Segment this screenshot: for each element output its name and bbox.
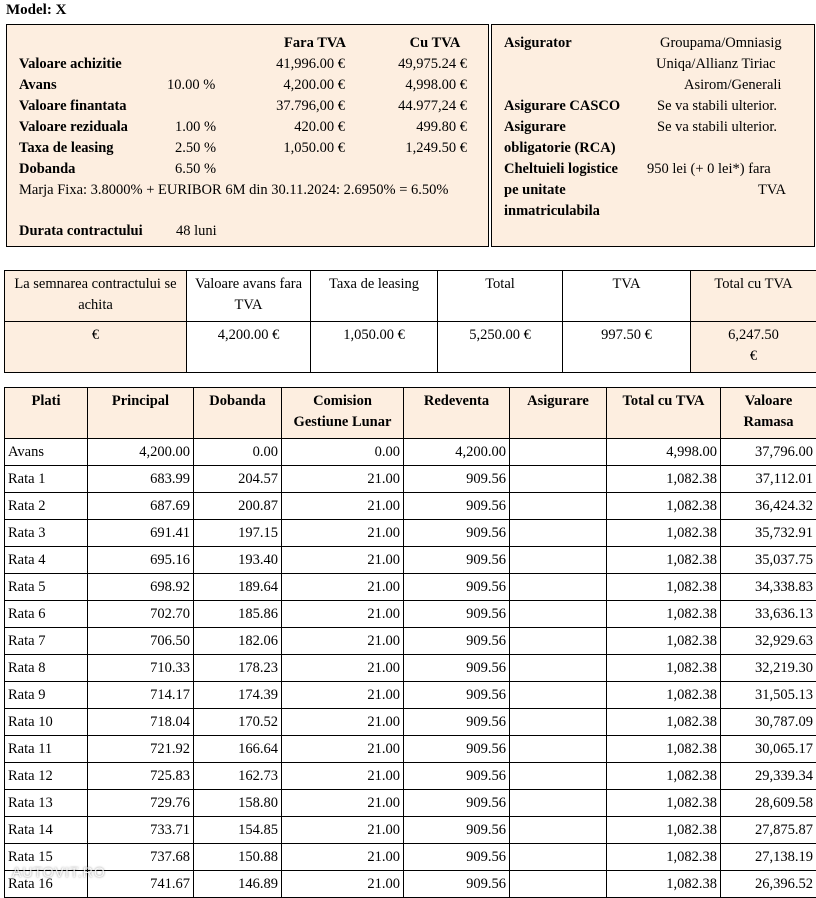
table-cell: Rata 10 xyxy=(5,709,88,736)
payments-header-cell: Redeventa xyxy=(404,388,510,439)
col-header-cu-tva: Cu TVA xyxy=(377,34,493,52)
table-cell: Rata 1 xyxy=(5,466,88,493)
asigurator-value-1: Groupama/Omniasig xyxy=(660,34,782,52)
table-cell: 166.64 xyxy=(194,736,282,763)
table-cell: 26,396.52 xyxy=(721,871,816,898)
table-row xyxy=(5,817,816,844)
table-row xyxy=(5,547,816,574)
table-cell: Rata 3 xyxy=(5,520,88,547)
summary-value-cell: € xyxy=(5,322,187,373)
table-cell: 909.56 xyxy=(404,709,510,736)
table-cell: 4,200.00 xyxy=(404,439,510,466)
table-cell: 150.88 xyxy=(194,844,282,871)
table-cell: 189.64 xyxy=(194,574,282,601)
table-cell: 737.68 xyxy=(88,844,194,871)
table-cell: 729.76 xyxy=(88,790,194,817)
table-cell: 21.00 xyxy=(282,574,404,601)
table-cell: Rata 12 xyxy=(5,763,88,790)
table-cell: 1,082.38 xyxy=(607,682,721,709)
table-cell: Rata 16 xyxy=(5,871,88,898)
table-cell: 1,082.38 xyxy=(607,817,721,844)
label-rca-1: Asigurare xyxy=(504,118,566,136)
table-cell: 909.56 xyxy=(404,466,510,493)
label-asigurator: Asigurator xyxy=(504,34,572,52)
table-cell: Rata 14 xyxy=(5,817,88,844)
table-cell: 909.56 xyxy=(404,736,510,763)
table-cell: 695.16 xyxy=(88,547,194,574)
table-cell: 21.00 xyxy=(282,817,404,844)
table-cell: 1,082.38 xyxy=(607,493,721,520)
label-cheltuieli-3: inmatriculabila xyxy=(504,202,600,220)
payments-body xyxy=(5,439,816,898)
table-cell: 31,505.13 xyxy=(721,682,816,709)
table-row xyxy=(5,574,816,601)
pct-dobanda: 6.50 % xyxy=(175,160,216,178)
table-row xyxy=(5,601,816,628)
label-rca-2: obligatorie (RCA) xyxy=(504,139,616,157)
table-cell: 158.80 xyxy=(194,790,282,817)
table-cell: 170.52 xyxy=(194,709,282,736)
table-cell: 706.50 xyxy=(88,628,194,655)
table-cell: 733.71 xyxy=(88,817,194,844)
table-cell: 21.00 xyxy=(282,790,404,817)
watermark-logo: AUTOVIT.RO xyxy=(12,864,106,880)
summary-value-cell: 5,250.00 € xyxy=(438,322,563,373)
table-cell: 21.00 xyxy=(282,655,404,682)
table-cell: 36,424.32 xyxy=(721,493,816,520)
payments-header-cell: Dobanda xyxy=(194,388,282,439)
pct-taxa-leasing: 2.50 % xyxy=(175,139,216,157)
table-cell xyxy=(510,817,607,844)
label-valoare-reziduala: Valoare reziduala xyxy=(19,118,128,136)
payment-summary-table xyxy=(4,270,816,373)
table-cell xyxy=(510,547,607,574)
pct-reziduala: 1.00 % xyxy=(175,118,216,136)
table-cell: 1,082.38 xyxy=(607,520,721,547)
table-cell: Rata 15 xyxy=(5,844,88,871)
table-cell: 21.00 xyxy=(282,628,404,655)
summary-header-cell: Valoare avans fara TVA xyxy=(187,271,311,322)
value-avans-fara: 4,200.00 € xyxy=(207,76,345,94)
value-durata-contract: 48 luni xyxy=(176,222,217,240)
table-cell: 909.56 xyxy=(404,493,510,520)
table-cell: Rata 11 xyxy=(5,736,88,763)
summary-header-cell: Taxa de leasing xyxy=(311,271,438,322)
table-cell: 1,082.38 xyxy=(607,574,721,601)
value-reziduala-fara: 420.00 € xyxy=(207,118,345,136)
table-row xyxy=(5,493,816,520)
table-cell: 1,082.38 xyxy=(607,709,721,736)
table-cell: 27,138.19 xyxy=(721,844,816,871)
value-casco: Se va stabili ulterior. xyxy=(657,97,777,115)
table-cell xyxy=(510,493,607,520)
table-cell: Rata 6 xyxy=(5,601,88,628)
table-cell: 21.00 xyxy=(282,493,404,520)
pct-avans: 10.00 % xyxy=(167,76,215,94)
table-row xyxy=(5,655,816,682)
table-cell: 909.56 xyxy=(404,655,510,682)
table-cell: 691.41 xyxy=(88,520,194,547)
table-cell: 721.92 xyxy=(88,736,194,763)
summary-value-cell: 6,247.50 € xyxy=(691,322,816,373)
table-cell: 718.04 xyxy=(88,709,194,736)
table-cell xyxy=(510,763,607,790)
table-row xyxy=(5,628,816,655)
table-cell: 1,082.38 xyxy=(607,655,721,682)
label-durata-contract: Durata contractului xyxy=(19,222,143,240)
table-cell: Rata 13 xyxy=(5,790,88,817)
table-cell: 162.73 xyxy=(194,763,282,790)
table-cell: 29,339.34 xyxy=(721,763,816,790)
table-row xyxy=(5,439,816,466)
table-cell xyxy=(510,439,607,466)
asigurator-value-3: Asirom/Generali xyxy=(684,76,781,94)
table-cell: 182.06 xyxy=(194,628,282,655)
table-cell: 21.00 xyxy=(282,547,404,574)
table-cell: 21.00 xyxy=(282,709,404,736)
table-cell: 30,787.09 xyxy=(721,709,816,736)
table-cell: Rata 9 xyxy=(5,682,88,709)
summary-value-cell: 4,200.00 € xyxy=(187,322,311,373)
table-cell: 27,875.87 xyxy=(721,817,816,844)
value-taxa-fara: 1,050.00 € xyxy=(207,139,345,157)
table-cell xyxy=(510,601,607,628)
table-cell: 37,112.01 xyxy=(721,466,816,493)
table-cell: 154.85 xyxy=(194,817,282,844)
label-valoare-achizitie: Valoare achizitie xyxy=(19,55,122,73)
label-dobanda: Dobanda xyxy=(19,160,75,178)
table-cell: 32,219.30 xyxy=(721,655,816,682)
summary-header-cell: La semnarea contractului se achita xyxy=(5,271,187,322)
payments-header-cell: Principal xyxy=(88,388,194,439)
value-finantata-cu: 44.977,24 € xyxy=(337,97,467,115)
value-finantata-fara: 37.796,00 € xyxy=(207,97,345,115)
payments-header-row xyxy=(5,388,816,439)
table-row xyxy=(5,709,816,736)
table-cell: 21.00 xyxy=(282,844,404,871)
table-cell xyxy=(510,682,607,709)
table-cell: 200.87 xyxy=(194,493,282,520)
table-cell xyxy=(510,466,607,493)
table-row xyxy=(5,466,816,493)
table-cell: 909.56 xyxy=(404,844,510,871)
table-cell: 30,065.17 xyxy=(721,736,816,763)
table-cell xyxy=(510,871,607,898)
table-cell xyxy=(510,574,607,601)
col-header-fara-tva: Fara TVA xyxy=(257,34,373,52)
table-cell: 0.00 xyxy=(194,439,282,466)
table-cell xyxy=(510,655,607,682)
table-cell: 683.99 xyxy=(88,466,194,493)
value-achizitie-cu: 49,975.24 € xyxy=(337,55,467,73)
table-cell: Avans xyxy=(5,439,88,466)
table-cell: Rata 7 xyxy=(5,628,88,655)
value-reziduala-cu: 499.80 € xyxy=(337,118,467,136)
table-cell xyxy=(510,790,607,817)
table-cell: 4,998.00 xyxy=(607,439,721,466)
table-cell: 714.17 xyxy=(88,682,194,709)
leasing-summary-box xyxy=(6,24,489,247)
payments-header-cell: Total cu TVA xyxy=(607,388,721,439)
label-valoare-finantata: Valoare finantata xyxy=(19,97,127,115)
table-cell: 909.56 xyxy=(404,520,510,547)
table-cell: 193.40 xyxy=(194,547,282,574)
table-row xyxy=(5,844,816,871)
value-cheltuieli-2: TVA xyxy=(758,181,786,199)
table-cell: 21.00 xyxy=(282,736,404,763)
table-cell: Rata 2 xyxy=(5,493,88,520)
table-cell xyxy=(510,844,607,871)
insurance-box xyxy=(491,24,815,247)
model-title: Model: X xyxy=(6,2,66,19)
table-cell: 35,037.75 xyxy=(721,547,816,574)
table-cell: 1,082.38 xyxy=(607,763,721,790)
table-cell: Rata 8 xyxy=(5,655,88,682)
value-cheltuieli-1: 950 lei (+ 0 lei*) fara xyxy=(647,160,771,178)
table-cell: 1,082.38 xyxy=(607,547,721,574)
table-cell: 32,929.63 xyxy=(721,628,816,655)
table-row xyxy=(5,871,816,898)
summary-header-cell: TVA xyxy=(563,271,691,322)
table-row xyxy=(5,790,816,817)
payments-table xyxy=(4,387,816,898)
table-cell: 146.89 xyxy=(194,871,282,898)
label-cheltuieli-2: pe unitate xyxy=(504,181,566,199)
table-cell: 21.00 xyxy=(282,871,404,898)
table-cell: 909.56 xyxy=(404,547,510,574)
table-cell: 909.56 xyxy=(404,574,510,601)
table-cell: 21.00 xyxy=(282,601,404,628)
asigurator-value-2: Uniqa/Allianz Tiriac xyxy=(656,55,776,73)
table-cell: 1,082.38 xyxy=(607,466,721,493)
table-cell: 725.83 xyxy=(88,763,194,790)
value-achizitie-fara: 41,996.00 € xyxy=(207,55,345,73)
summary-value-cell: 1,050.00 € xyxy=(311,322,438,373)
label-casco: Asigurare CASCO xyxy=(504,97,620,115)
table-cell: 197.15 xyxy=(194,520,282,547)
summary-header-cell: Total cu TVA xyxy=(691,271,816,322)
table-cell: 687.69 xyxy=(88,493,194,520)
table-cell: 909.56 xyxy=(404,817,510,844)
table-cell: 909.56 xyxy=(404,763,510,790)
payments-header-cell: Valoare Ramasa xyxy=(721,388,816,439)
table-cell: 909.56 xyxy=(404,790,510,817)
table-cell: 34,338.83 xyxy=(721,574,816,601)
payments-header-cell: Comision Gestiune Lunar xyxy=(282,388,404,439)
table-cell: 178.23 xyxy=(194,655,282,682)
table-row xyxy=(5,736,816,763)
value-avans-cu: 4,998.00 € xyxy=(337,76,467,94)
label-cheltuieli-1: Cheltuieli logistice xyxy=(504,160,618,178)
label-taxa-leasing: Taxa de leasing xyxy=(19,139,114,157)
summary-header-row xyxy=(5,271,816,322)
payments-header-cell: Asigurare xyxy=(510,388,607,439)
table-cell: 28,609.58 xyxy=(721,790,816,817)
table-cell: 909.56 xyxy=(404,628,510,655)
value-rca: Se va stabili ulterior. xyxy=(657,118,777,136)
table-cell: 1,082.38 xyxy=(607,844,721,871)
table-cell xyxy=(510,628,607,655)
table-cell: 1,082.38 xyxy=(607,601,721,628)
table-cell: 0.00 xyxy=(282,439,404,466)
table-cell: 702.70 xyxy=(88,601,194,628)
label-avans: Avans xyxy=(19,76,57,94)
table-cell: 185.86 xyxy=(194,601,282,628)
table-cell: 741.67 xyxy=(88,871,194,898)
table-cell: 1,082.38 xyxy=(607,871,721,898)
table-cell: Rata 5 xyxy=(5,574,88,601)
payments-header-cell: Plati xyxy=(5,388,88,439)
table-cell: 35,732.91 xyxy=(721,520,816,547)
table-cell: 909.56 xyxy=(404,871,510,898)
table-cell: 21.00 xyxy=(282,520,404,547)
table-cell: 21.00 xyxy=(282,466,404,493)
table-cell: 698.92 xyxy=(88,574,194,601)
table-cell xyxy=(510,736,607,763)
table-row xyxy=(5,682,816,709)
table-row xyxy=(5,520,816,547)
table-cell: 21.00 xyxy=(282,682,404,709)
table-cell: 1,082.38 xyxy=(607,736,721,763)
summary-value-row xyxy=(5,322,816,373)
table-cell: 710.33 xyxy=(88,655,194,682)
summary-value-cell: 997.50 € xyxy=(563,322,691,373)
table-cell: 204.57 xyxy=(194,466,282,493)
table-cell: 4,200.00 xyxy=(88,439,194,466)
table-cell: 909.56 xyxy=(404,682,510,709)
table-cell xyxy=(510,520,607,547)
table-cell: 37,796.00 xyxy=(721,439,816,466)
summary-header-cell: Total xyxy=(438,271,563,322)
value-taxa-cu: 1,249.50 € xyxy=(337,139,467,157)
table-cell: 33,636.13 xyxy=(721,601,816,628)
table-cell xyxy=(510,709,607,736)
table-cell: 1,082.38 xyxy=(607,628,721,655)
table-cell: 909.56 xyxy=(404,601,510,628)
table-cell: 174.39 xyxy=(194,682,282,709)
marja-text: Marja Fixa: 3.8000% + EURIBOR 6M din 30.11.2024: 2.6950% = 6.50% xyxy=(19,180,479,200)
table-cell: 21.00 xyxy=(282,763,404,790)
table-row xyxy=(5,763,816,790)
table-cell: 1,082.38 xyxy=(607,790,721,817)
table-cell: Rata 4 xyxy=(5,547,88,574)
